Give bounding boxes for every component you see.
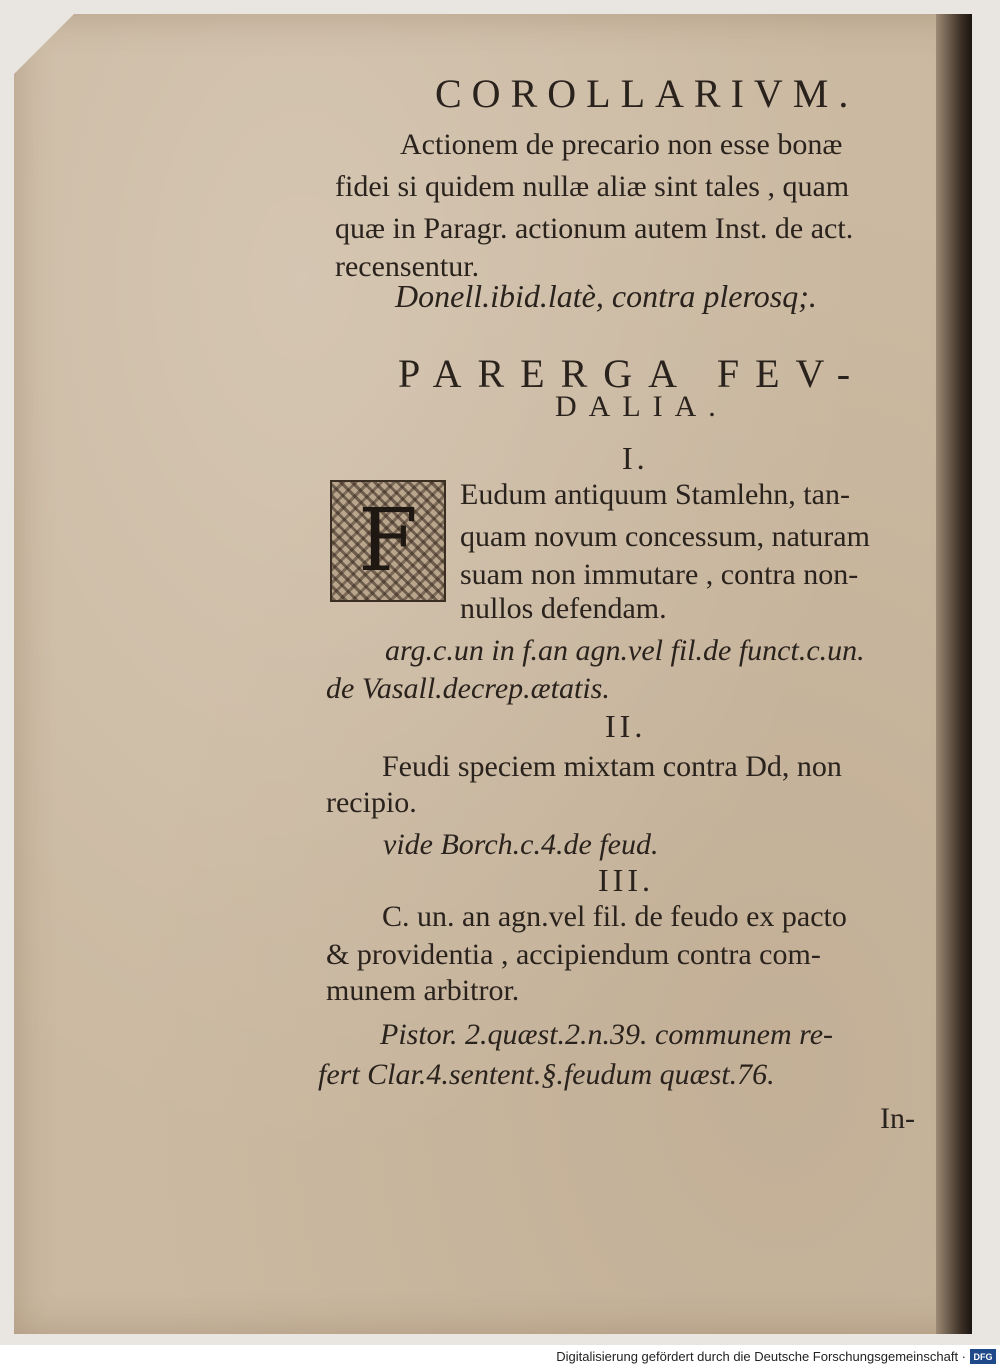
reference-line: arg.c.un in f.an agn.vel fil.de funct.c.un.: [385, 634, 865, 667]
section-number: III.: [598, 862, 654, 898]
text-line: Eudum antiquum Stamlehn, tan-: [460, 478, 850, 511]
text-line: fidei si quidem nullæ aliæ sint tales , quam: [335, 170, 850, 203]
text-line: quam novum concessum, naturam: [460, 520, 870, 553]
text-line: quæ in Paragr. actionum autem Inst. de act.: [335, 212, 854, 245]
section-title: DALIA.: [555, 390, 728, 423]
reference-line: Donell.ibid.latè, contra plerosq;.: [395, 278, 817, 314]
catchword: In-: [880, 1102, 915, 1135]
text-line: & providentia , accipiendum contra com-: [326, 938, 821, 971]
text-line: Actionem de precario non esse bonæ: [400, 128, 843, 161]
section-number: II.: [605, 708, 647, 744]
text-line: munem arbitror.: [326, 974, 520, 1007]
decorated-initial: F: [330, 480, 446, 602]
book-spine-shadow: [936, 14, 972, 1334]
section-title: PARERGA FEV-: [398, 351, 867, 396]
reference-line: fert Clar.4.sentent.§.feudum quæst.76.: [318, 1058, 775, 1091]
dfg-logo-icon: DFG: [970, 1349, 996, 1364]
text-line: suam non immutare , contra non-: [460, 558, 859, 591]
page-corner-fold: [14, 14, 74, 74]
section-number: I.: [622, 440, 649, 476]
text-line: nullos defendam.: [460, 592, 667, 625]
text-line: recensentur.: [335, 250, 480, 283]
footer-credit: Digitalisierung gefördert durch die Deutsche Forschungsgemeinschaft ·: [556, 1349, 966, 1364]
text-line: C. un. an agn.vel fil. de feudo ex pacto: [382, 900, 847, 933]
page-heading: COROLLARIVM.: [435, 71, 859, 116]
reference-line: de Vasall.decrep.ætatis.: [326, 672, 610, 705]
footer-bar: [0, 1345, 1000, 1370]
reference-line: vide Borch.c.4.de feud.: [383, 828, 659, 861]
reference-line: Pistor. 2.quæst.2.n.39. communem re-: [380, 1018, 834, 1051]
text-line: recipio.: [326, 786, 417, 819]
text-line: Feudi speciem mixtam contra Dd, non: [382, 750, 842, 783]
